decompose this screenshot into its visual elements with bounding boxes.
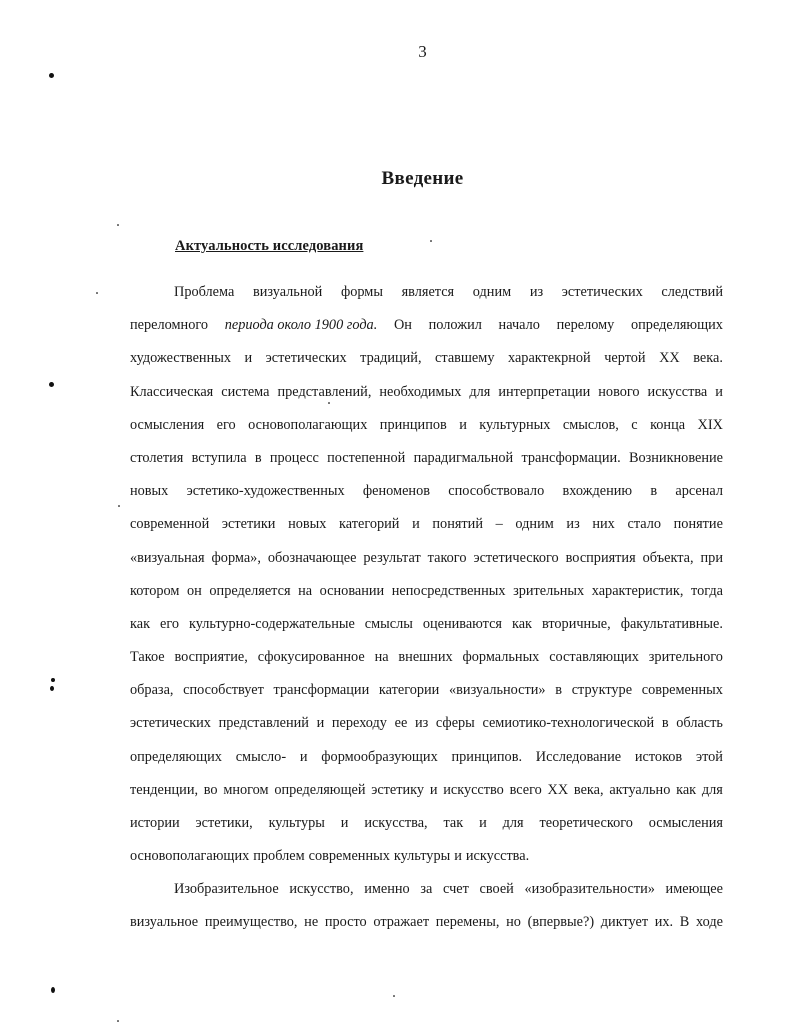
scan-speck bbox=[393, 995, 395, 997]
text-line bbox=[130, 542, 723, 575]
margin-mark bbox=[50, 686, 54, 691]
word: в bbox=[661, 715, 669, 732]
word: эстетики bbox=[221, 516, 276, 533]
word: искусства. bbox=[465, 848, 530, 865]
word: из bbox=[414, 715, 429, 732]
word: принципов. bbox=[451, 748, 523, 765]
word: для bbox=[469, 383, 491, 400]
word: культуры bbox=[393, 848, 451, 865]
word: является bbox=[401, 284, 455, 300]
margin-mark bbox=[49, 382, 54, 387]
word: эстетических bbox=[561, 284, 643, 300]
word: искусство, bbox=[289, 881, 354, 897]
word: область bbox=[676, 715, 723, 732]
text-line bbox=[130, 608, 723, 641]
word: новых bbox=[288, 516, 327, 533]
word: в bbox=[650, 483, 658, 500]
word: Такое bbox=[130, 649, 165, 666]
word: искусство bbox=[443, 781, 504, 798]
word: чертой bbox=[604, 350, 646, 367]
word: котором bbox=[130, 582, 180, 599]
word: факультативные. bbox=[620, 615, 723, 632]
margin-mark bbox=[51, 678, 55, 682]
word: диктует bbox=[600, 914, 649, 931]
word: ходе bbox=[696, 914, 723, 931]
word: в bbox=[254, 449, 262, 466]
word: система bbox=[221, 383, 270, 400]
text-line bbox=[130, 309, 723, 342]
word: так bbox=[443, 815, 464, 831]
word: и bbox=[479, 815, 487, 831]
scan-speck bbox=[430, 240, 432, 242]
word: формообразующих bbox=[321, 748, 438, 765]
word: обозначающее bbox=[267, 549, 357, 566]
word: представлений bbox=[218, 715, 309, 732]
word: переходу bbox=[331, 715, 387, 732]
word: определяется bbox=[209, 582, 291, 599]
word: оцениваются bbox=[422, 615, 503, 632]
text-line bbox=[130, 807, 723, 840]
text-line bbox=[130, 409, 723, 442]
word: следствий bbox=[661, 284, 723, 300]
word: восприятия bbox=[565, 549, 636, 566]
word: вторичные, bbox=[541, 615, 611, 632]
word: такого bbox=[427, 549, 467, 566]
word: феноменов bbox=[362, 483, 430, 500]
word: для bbox=[502, 815, 524, 831]
word: XX bbox=[659, 350, 680, 367]
word: перелому bbox=[556, 317, 615, 334]
word: преимущество, bbox=[204, 914, 298, 931]
text-line bbox=[130, 641, 723, 674]
word: переломного bbox=[130, 317, 209, 334]
word: определяющих bbox=[130, 748, 222, 765]
word: новых bbox=[130, 483, 169, 500]
word: «изобразительности» bbox=[524, 881, 655, 897]
word: Он bbox=[393, 317, 412, 334]
word: одним bbox=[515, 516, 554, 533]
text-line bbox=[130, 906, 723, 939]
word: при bbox=[700, 549, 723, 566]
paragraph-2 bbox=[130, 873, 723, 939]
word: традиций, bbox=[360, 350, 422, 367]
word: просто bbox=[324, 914, 367, 931]
word: эстетических bbox=[130, 715, 211, 732]
text-line bbox=[130, 840, 723, 873]
word: положил bbox=[428, 317, 482, 334]
word: тенденции, bbox=[130, 781, 199, 798]
word: эстетических bbox=[265, 350, 347, 367]
word: характеристик, bbox=[591, 582, 684, 599]
text-line bbox=[130, 276, 723, 309]
word: понятие bbox=[673, 516, 723, 533]
word: восприятие, bbox=[174, 649, 248, 666]
word: смыслы bbox=[364, 615, 413, 632]
word: непосредственных bbox=[391, 582, 506, 599]
word: одним bbox=[472, 284, 512, 300]
word: арсенал bbox=[675, 483, 723, 500]
section-heading: Актуальность исследования bbox=[175, 238, 364, 254]
word: осмысления bbox=[648, 815, 723, 831]
word: зрительного bbox=[648, 649, 723, 666]
word: В bbox=[679, 914, 690, 931]
margin-mark bbox=[49, 73, 54, 78]
word: и bbox=[459, 416, 467, 433]
word: определяющих bbox=[631, 317, 723, 334]
word: Исследование bbox=[535, 748, 622, 765]
word: искусства, bbox=[364, 815, 428, 831]
word: принципов bbox=[379, 416, 447, 433]
word: категории bbox=[378, 682, 440, 699]
word: отражает bbox=[373, 914, 430, 931]
word: (впервые?) bbox=[527, 914, 595, 931]
word: смыслов, bbox=[562, 416, 619, 433]
scan-speck bbox=[328, 402, 330, 404]
word: объекта, bbox=[642, 549, 694, 566]
word: категорий bbox=[339, 516, 400, 533]
word: постепенной bbox=[327, 449, 406, 466]
word: интерпретации bbox=[498, 383, 591, 400]
word: всего bbox=[509, 781, 542, 798]
word: имеющее bbox=[665, 881, 723, 897]
word: современной bbox=[130, 516, 210, 533]
word: и bbox=[244, 350, 253, 367]
word: структуре bbox=[571, 682, 633, 699]
scan-speck bbox=[117, 1020, 119, 1022]
word: периода около 1900 года. bbox=[224, 317, 378, 334]
word: формы bbox=[340, 284, 383, 300]
word: необходимых bbox=[379, 383, 462, 400]
word: тогда bbox=[691, 582, 723, 599]
word: культурных bbox=[479, 416, 551, 433]
word: эстетики, bbox=[195, 815, 253, 831]
word: характекрной bbox=[507, 350, 591, 367]
page-number: 3 bbox=[418, 42, 427, 61]
word: осмысления bbox=[130, 416, 205, 433]
word: этой bbox=[695, 748, 723, 765]
word: как bbox=[676, 781, 697, 798]
word: основании bbox=[319, 582, 385, 599]
word: определяющей bbox=[274, 781, 366, 798]
word: Изобразительное bbox=[174, 881, 279, 897]
word: вступила bbox=[191, 449, 247, 466]
word: современных bbox=[641, 682, 723, 699]
word: составляющих bbox=[549, 649, 639, 666]
text-line bbox=[130, 741, 723, 774]
word: искусства bbox=[647, 383, 708, 400]
word: художественных bbox=[130, 350, 231, 367]
word: XIX bbox=[697, 416, 723, 433]
word: его bbox=[216, 416, 236, 433]
word: ставшему bbox=[435, 350, 495, 367]
word: культурно-содержательные bbox=[188, 615, 355, 632]
word: и bbox=[299, 748, 308, 765]
word: Проблема bbox=[174, 284, 235, 300]
word: за bbox=[420, 881, 433, 897]
word: нового bbox=[598, 383, 640, 400]
word: он bbox=[187, 582, 202, 599]
word: основополагающих bbox=[248, 416, 368, 433]
word: «визуальная bbox=[130, 549, 205, 566]
word: на bbox=[374, 649, 389, 666]
word: его bbox=[159, 615, 179, 632]
word: парадигмальной bbox=[413, 449, 514, 466]
word: перемены, bbox=[435, 914, 500, 931]
paragraph-1 bbox=[130, 276, 723, 873]
word: результат bbox=[363, 549, 421, 566]
text-line bbox=[130, 442, 723, 475]
word: но bbox=[506, 914, 521, 931]
word: как bbox=[130, 615, 151, 632]
page-title: Введение bbox=[381, 168, 464, 189]
word: способствует bbox=[183, 682, 264, 699]
word: них bbox=[592, 516, 615, 533]
word: вхождению bbox=[562, 483, 633, 500]
word: не bbox=[304, 914, 319, 931]
word: столетия bbox=[130, 449, 184, 466]
word: современных bbox=[308, 848, 390, 865]
word: XX bbox=[547, 781, 569, 798]
word: формальных bbox=[462, 649, 540, 666]
word: и bbox=[429, 781, 438, 798]
word: эстетико-художественных bbox=[186, 483, 345, 500]
word: теоретического bbox=[539, 815, 633, 831]
word: визуальной bbox=[252, 284, 323, 300]
word: образа, bbox=[130, 682, 174, 699]
word: семиотико-технологической bbox=[482, 715, 655, 732]
word: способствовало bbox=[448, 483, 545, 500]
text-line bbox=[130, 508, 723, 541]
word: форма», bbox=[211, 549, 261, 566]
word: их. bbox=[654, 914, 674, 931]
word: ее bbox=[394, 715, 408, 732]
word: понятий bbox=[432, 516, 483, 533]
word: представлений, bbox=[277, 383, 372, 400]
word: многом bbox=[223, 781, 269, 798]
word: «визуальности» bbox=[449, 682, 546, 699]
word: актуально bbox=[609, 781, 671, 798]
word: именно bbox=[364, 881, 410, 897]
word: из bbox=[529, 284, 544, 300]
text-line bbox=[130, 475, 723, 508]
word: счет bbox=[443, 881, 469, 897]
text-line bbox=[130, 774, 723, 807]
word: истоков bbox=[634, 748, 683, 765]
word: эстетику bbox=[371, 781, 425, 798]
word: – bbox=[495, 516, 503, 533]
word: века, bbox=[573, 781, 604, 798]
word: и bbox=[412, 516, 420, 533]
word: начало bbox=[498, 317, 540, 334]
word: века. bbox=[693, 350, 723, 367]
word: для bbox=[701, 781, 723, 798]
word: визуальное bbox=[130, 914, 199, 931]
word: основополагающих bbox=[130, 848, 250, 865]
word: сферы bbox=[435, 715, 475, 732]
word: и bbox=[454, 848, 462, 865]
word: конца bbox=[650, 416, 686, 433]
word: смысло- bbox=[235, 748, 287, 765]
word: истории bbox=[130, 815, 180, 831]
word: и bbox=[340, 815, 349, 831]
word: проблем bbox=[253, 848, 305, 865]
word: культуры bbox=[268, 815, 325, 831]
word: Классическая bbox=[130, 383, 214, 400]
word: Возникновение bbox=[628, 449, 723, 466]
word: стало bbox=[627, 516, 661, 533]
text-line bbox=[130, 707, 723, 740]
word: в bbox=[555, 682, 563, 699]
word: трансформации. bbox=[521, 449, 621, 466]
scan-speck bbox=[96, 292, 98, 294]
word: сфокусированное bbox=[257, 649, 365, 666]
word: как bbox=[511, 615, 532, 632]
word: во bbox=[203, 781, 218, 798]
text-line bbox=[130, 575, 723, 608]
text-line bbox=[130, 674, 723, 707]
text-line bbox=[130, 873, 723, 906]
margin-mark bbox=[51, 987, 55, 993]
text-line bbox=[130, 376, 723, 409]
word: трансформации bbox=[273, 682, 370, 699]
word: с bbox=[631, 416, 638, 433]
scan-speck bbox=[118, 505, 120, 507]
word: своей bbox=[479, 881, 514, 897]
word: эстетического bbox=[473, 549, 559, 566]
word: и bbox=[715, 383, 723, 400]
text-line bbox=[130, 342, 723, 375]
word: на bbox=[298, 582, 313, 599]
word: процесс bbox=[269, 449, 319, 466]
word: зрительных bbox=[513, 582, 585, 599]
word: и bbox=[316, 715, 325, 732]
word: внешних bbox=[398, 649, 453, 666]
word: из bbox=[566, 516, 580, 533]
scan-speck bbox=[117, 224, 119, 226]
